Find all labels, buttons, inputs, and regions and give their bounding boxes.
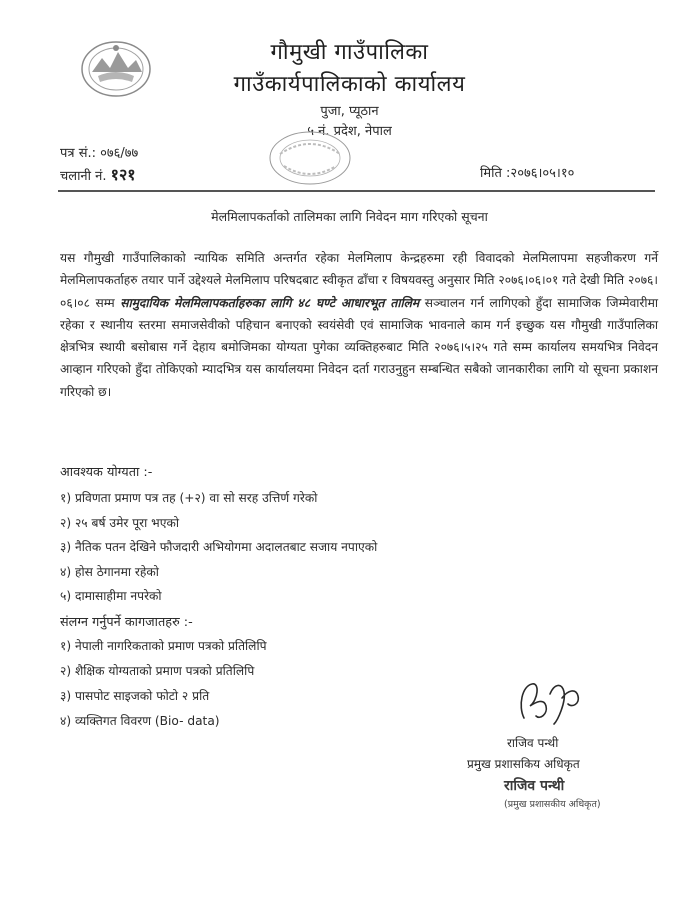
body-part-2: सञ्चालन गर्न लागिएको हुँदा सामाजिक जिम्मेवारीमा रहेका र स्थानीय स्तरमा समाजसेवीको पहिचान बनाएको स्वयंसेवी एवं सामाजिक भावनाले काम गर्न इच्छुक यस गौमुखी गाउँपालिका क्षेत्रभित्र स्थायी बसोबास गर्ने देहाय बमोजिमका योग्यता पुगेका व्यक्तिहरुबाट मिति २०७६।५।२५ गते सम्म कार्यालय समयभित्र निवेदन आव्हान गरिएको हुँदा तोकिएको म्यादभित्र यस कार्यालयमा निवेदन दर्ता गराउनुहुन सम्बन्धित सबैको जानकारीका लागि यो सूचना प्रकाशन गरिएको छ। [60,295,659,399]
address-line-2: ५ नं. प्रदेश, नेपाल [307,124,392,139]
notice-body [60,247,658,403]
qualifications-heading: आवश्यक योग्यता :- [60,465,153,480]
qualification-item: ५) दामासाहीमा नपरेको [60,589,162,603]
attachments-heading: संलग्न गर्नुपर्ने कागजातहरु :- [60,615,193,630]
dispatch-value: १२१ [110,165,136,184]
attachment-item: २) शैक्षिक योग्यताको प्रमाण पत्रको प्रतिलिपि [60,664,255,678]
attachment-item: ४) व्यक्तिगत विवरण (Bio- data) [60,714,220,728]
address-line-1: पुजा, प्यूठान [320,104,379,119]
signatory-name: राजिव पन्थी [507,736,559,750]
qualification-item: १) प्रविणता प्रमाण पत्र तह (+२) वा सो सरह उत्तिर्ण गरेको [60,491,318,505]
reference-number: पत्र सं.: ०७६/७७ [60,146,139,161]
attachment-item: ३) पासपोट साइजको फोटो २ प्रति [60,689,210,703]
name-stamp: राजिव पन्थी [504,778,565,794]
body-part-1: यस गौमुखी गाउँपालिकाको न्यायिक समिति अन्तर्गत रहेका मेलमिलाप केन्द्रहरुमा रही विवादको मेलमिलापमा सहजीकरण गर्ने मेलमिलापकर्ताहरु तयार पार्ने उद्देश्यले मेलमिलाप परिषदबाट स्वीकृत ढाँचा र विषयवस्तु अनुसार मिति २०७६।०६।०१ गते देखी मिति २०७६।०६।०८ सम्म [60,251,658,310]
dispatch-number [60,163,136,185]
qualification-item: २) २५ बर्ष उमेर पूरा भएको [60,516,179,530]
title-stamp: (प्रमुख प्रशासकीय अधिकृत) [504,799,601,810]
attachment-item: १) नेपाली नागरिकताको प्रमाण पत्रको प्रतिलिपि [60,639,267,653]
letter-date: मिति :२०७६।०५।१० [480,166,575,181]
header-divider [58,190,655,192]
notice-subject: मेलमिलापकर्ताको तालिमका लागि निवेदन माग गरिएको सूचना [211,209,488,224]
office-name: गौमुखी गाउँपालिका [270,40,429,65]
office-subtitle: गाउँकार्यपालिकाको कार्यालय [233,72,466,97]
signature [510,676,590,732]
signatory-title: प्रमुख प्रशासकिय अधिकृत [467,757,580,771]
qualification-item: ४) होस ठेगानमा रहेको [60,565,159,579]
body-emphasis: सामुदायिक मेलमिलापकर्ताहरुका लागि ४८ घण्टे आधारभूत तालिम [120,295,420,310]
office-stamp [262,128,362,190]
dispatch-label: चलानी नं. [60,169,107,184]
qualification-item: ३) नैतिक पतन देखिने फौजदारी अभियोगमा अदालतबाट सजाय नपाएको [60,540,378,554]
